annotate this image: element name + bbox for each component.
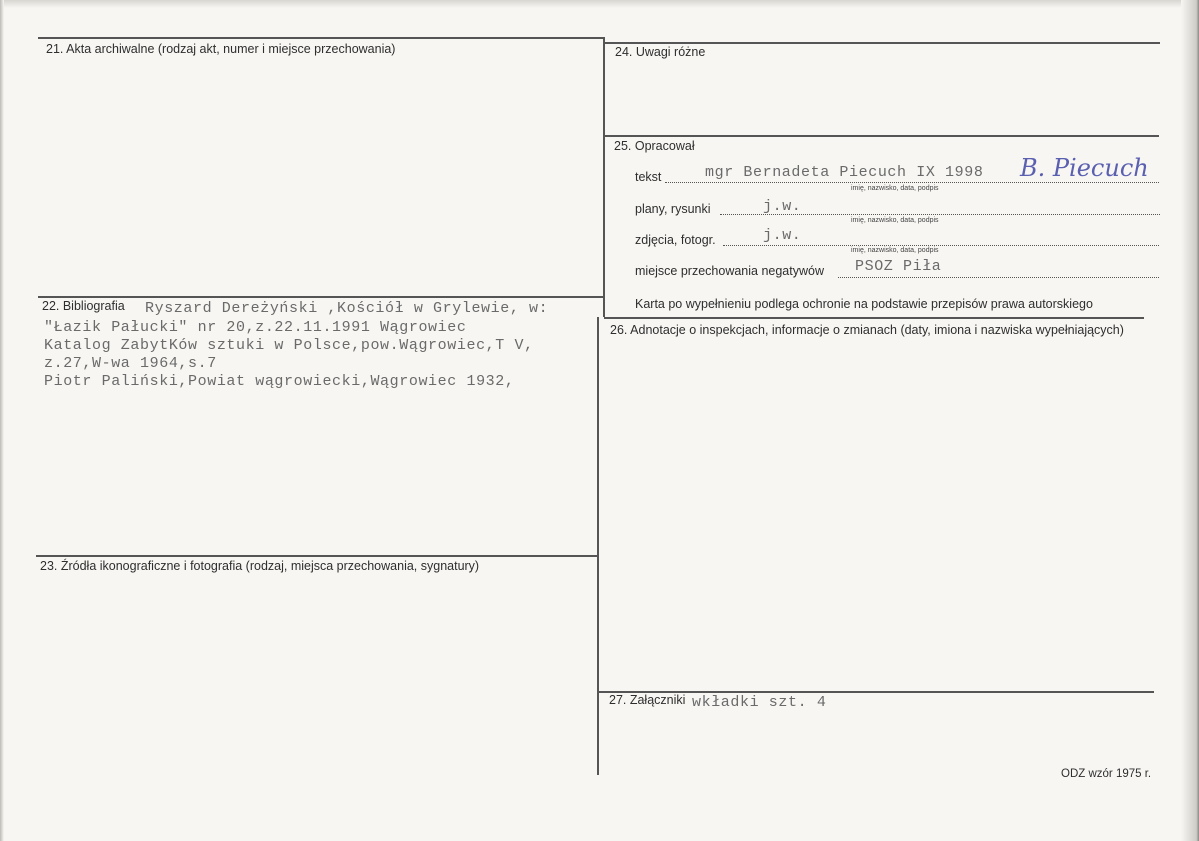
rule-top-left: [38, 37, 604, 39]
bibliography-line-4: z.27,W-wa 1964,s.7: [44, 355, 217, 372]
section-26-label: 26. Adnotacje o inspekcjach, informacje o zmianach (daty, imiona i nazwiska wypełniających): [610, 323, 1124, 337]
attachments-value: wkładki szt. 4: [692, 694, 827, 711]
copyright-note: Karta po wypełnieniu podlega ochronie na podstawie przepisów prawa autorskiego: [635, 297, 1093, 311]
bibliography-line-3: Katalog ZabytKów sztuki w Polsce,pow.Wągrowiec,T V,: [44, 337, 534, 354]
section-21-label: 21. Akta archiwalne (rodzaj akt, numer i miejsce przechowania): [46, 42, 396, 56]
tekst-value: mgr Bernadeta Piecuch IX 1998: [705, 164, 984, 181]
bibliography-line-1: Ryszard Dereżyński ,Kościół w Grylewie, w:: [145, 300, 549, 317]
paper-edge-right: [1181, 0, 1199, 841]
zdjecia-dotted-line: [723, 245, 1159, 246]
rule-under-24: [604, 135, 1159, 137]
zdjecia-label: zdjęcia, fotogr.: [635, 233, 716, 247]
plany-hint: imię, nazwisko, data, podpis: [851, 217, 939, 224]
negatywy-value: PSOZ Piła: [855, 258, 942, 275]
rule-under-22: [36, 555, 599, 557]
negatywy-label: miejsce przechowania negatywów: [635, 264, 824, 278]
zdjecia-hint: imię, nazwisko, data, podpis: [851, 247, 939, 254]
section-27-label: 27. Załączniki: [609, 693, 686, 707]
rule-center-lower: [597, 317, 599, 775]
negatywy-dotted-line: [838, 277, 1159, 278]
rule-top-right: [604, 42, 1160, 44]
author-signature: B. Piecuch: [1020, 154, 1149, 182]
tekst-dotted-line: [665, 182, 1159, 183]
rule-under-21: [38, 296, 604, 298]
rule-under-25: [604, 317, 1144, 319]
paper-edge-left: [0, 0, 4, 841]
zdjecia-value: j.w.: [763, 227, 802, 244]
bibliography-line-5: Piotr Paliński,Powiat wągrowiecki,Wągrowiec 1932,: [44, 373, 515, 390]
bibliography-line-2: "Łazik Pałucki" nr 20,z.22.11.1991 Wągrowiec: [44, 319, 467, 336]
tekst-label: tekst: [635, 170, 662, 184]
section-24-label: 24. Uwagi różne: [615, 45, 706, 59]
rule-center-upper: [603, 37, 605, 317]
plany-value: j.w.: [763, 198, 802, 215]
section-25-label: 25. Opracował: [614, 139, 695, 153]
plany-label: plany, rysunki: [635, 202, 711, 216]
section-22-label: 22. Bibliografia: [42, 299, 125, 313]
form-version: ODZ wzór 1975 r.: [1061, 768, 1152, 780]
tekst-hint: imię, nazwisko, data, podpis: [851, 185, 939, 192]
section-23-label: 23. Źródła ikonograficzne i fotografia (rodzaj, miejsca przechowania, sygnatury): [40, 559, 480, 573]
paper-edge-top: [0, 0, 1199, 8]
